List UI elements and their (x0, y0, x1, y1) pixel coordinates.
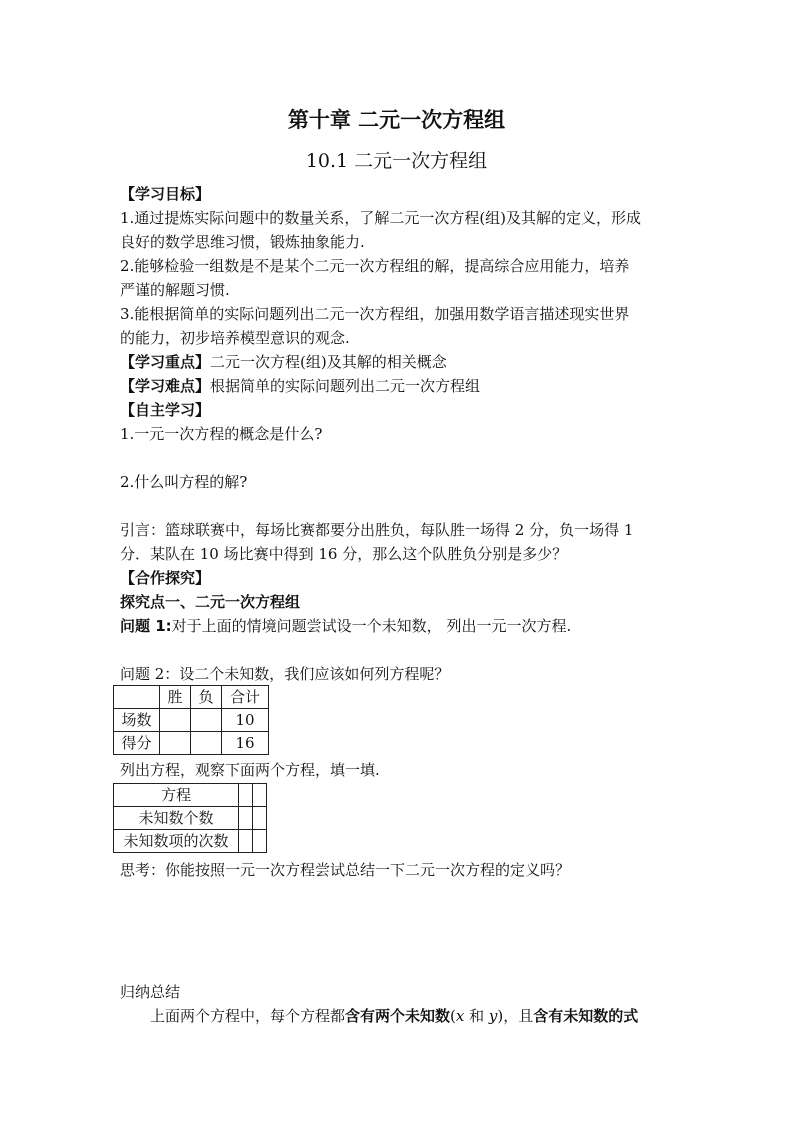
list-instruction: 列出方程，观察下面两个方程，填一填. (120, 761, 380, 779)
table-cell: 10 (222, 709, 269, 732)
table-cell[interactable] (239, 830, 253, 853)
summary-text: 上面两个方程中，每个方程都 (150, 1007, 346, 1025)
table-cell: 16 (222, 732, 269, 755)
problem-1-text: 对于上面的情境问题尝试设一个未知数， 列出一元一次方程. (171, 617, 572, 635)
table-cell: 场数 (114, 709, 160, 732)
table-row (114, 784, 267, 807)
table-cell: 得分 (114, 732, 160, 755)
problem-1 (120, 614, 571, 638)
difficulty-label: 【学习难点】 (120, 377, 211, 395)
table-row (114, 709, 269, 732)
win-loss-table (113, 685, 269, 755)
goal-line-2: 良好的数学思维习惯，锻炼抽象能力. (120, 233, 365, 251)
table-cell: 胜 (160, 686, 191, 709)
goal-line-6: 的能力，初步培养模型意识的观念. (120, 329, 350, 347)
summary-line (150, 1004, 638, 1028)
intro-line-2: 分．某队在 10 场比赛中得到 16 分，那么这个队胜负分别是多少？ (120, 545, 568, 563)
explore-point-1: 探究点一、二元一次方程组 (120, 593, 301, 611)
table-cell[interactable] (160, 709, 191, 732)
table-row (114, 830, 267, 853)
goal-line-3: 2.能够检验一组数是不是某个二元一次方程组的解，提高综合应用能力，培养 (120, 257, 630, 275)
self-study-q1: 1.一元一次方程的概念是什么? (120, 425, 323, 443)
table-cell[interactable] (253, 830, 267, 853)
problem-2: 问题 2：设二个未知数，我们应该如何列方程呢？ (120, 665, 450, 683)
goal-line-1: 1.通过提炼实际问题中的数量关系，了解二元一次方程(组)及其解的定义，形成 (120, 209, 642, 227)
goal-line-5: 3.能根据简单的实际问题列出二元一次方程组，加强用数学语言描述现实世界 (120, 305, 630, 323)
table-row (114, 732, 269, 755)
table-cell: 负 (191, 686, 222, 709)
goal-line-4: 严谨的解题习惯. (120, 281, 230, 299)
table-cell[interactable] (191, 709, 222, 732)
problem-1-label: 问题 1: (120, 617, 172, 635)
table-cell[interactable] (160, 732, 191, 755)
goals-heading: 【学习目标】 (120, 185, 211, 203)
key-point (120, 350, 447, 374)
variable-x: x (455, 1007, 465, 1025)
equation-table (113, 783, 267, 853)
table-row (114, 686, 269, 709)
difficulty-text: 根据简单的实际问题列出二元一次方程组 (210, 377, 481, 395)
table-cell[interactable] (239, 784, 253, 807)
summary-heading: 归纳总结 (120, 983, 181, 1001)
summary-bold-1: 含有两个未知数 (345, 1007, 451, 1025)
key-point-label: 【学习重点】 (120, 353, 211, 371)
variable-y: y (488, 1007, 498, 1025)
table-cell: 合计 (222, 686, 269, 709)
self-study-q2: 2.什么叫方程的解? (120, 473, 248, 491)
chapter-title: 第十章 二元一次方程组 (287, 108, 506, 132)
table-cell[interactable] (191, 732, 222, 755)
table-cell: 未知数项的次数 (114, 830, 239, 853)
table-cell: 未知数个数 (114, 807, 239, 830)
table-cell[interactable] (239, 807, 253, 830)
section-title: 10.1 二元一次方程组 (305, 150, 488, 172)
difficulty (120, 374, 480, 398)
summary-and: 和 (464, 1007, 489, 1025)
table-cell[interactable] (253, 784, 267, 807)
think-prompt: 思考：你能按照一元一次方程尝试总结一下二元一次方程的定义吗？ (120, 861, 571, 879)
summary-paren-open: ( (450, 1007, 456, 1025)
cooperation-heading: 【合作探究】 (120, 569, 211, 587)
summary-paren-close: )，且 (497, 1007, 534, 1025)
table-cell[interactable] (253, 807, 267, 830)
summary-bold-2: 含有未知数的式 (533, 1007, 639, 1025)
intro-line-1: 引言：篮球联赛中，每场比赛都要分出胜负，每队胜一场得 2 分，负一场得 1 (120, 521, 634, 539)
self-study-heading: 【自主学习】 (120, 401, 211, 419)
table-row (114, 807, 267, 830)
table-cell: 方程 (114, 784, 239, 807)
key-point-text: 二元一次方程(组)及其解的相关概念 (210, 353, 447, 371)
table-cell (114, 686, 160, 709)
